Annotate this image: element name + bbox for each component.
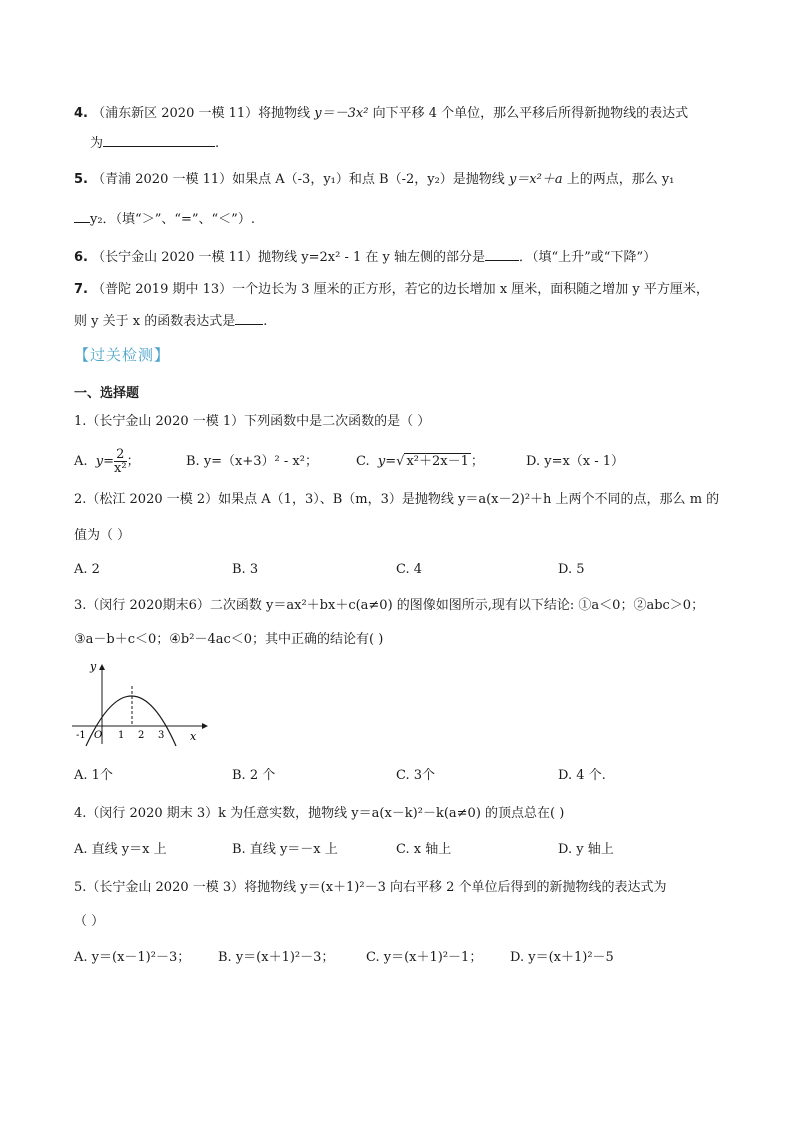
question-number: 5. <box>74 172 88 187</box>
choice-5-options <box>74 948 734 968</box>
option-b[interactable]: B. 2 个 <box>232 768 276 783</box>
option-d[interactable]: D. y=x（x - 1） <box>526 454 625 469</box>
question-text: （青浦 2020 一模 11）如果点 A（-3，y₁）和点 B（-2，y₂）是抛物线 <box>92 172 509 187</box>
question-text: 向下平移 4 个单位，那么平移后所得新抛物线的表达式 <box>372 106 689 121</box>
choice-2-options <box>74 560 734 580</box>
option-a[interactable]: A. y＝(x－1)²－3； <box>74 950 191 965</box>
fraction: $\frac{2}{\text{x²}}$ <box>114 447 127 476</box>
question-text: （浦东新区 2020 一模 11）将抛物线 <box>92 106 315 121</box>
sqrt-icon: √ <box>396 454 405 469</box>
question-text: y₂．（填“＞”、“=”、“＜”）. <box>90 212 255 227</box>
option-d[interactable]: D. 5 <box>558 562 585 577</box>
question-4-line-1 <box>74 104 688 124</box>
question-number: 6. <box>74 250 88 265</box>
choice-3-stem-line-2: ③a－b＋c＜0；④b²－4ac＜0；其中正确的结论有( ) <box>74 632 384 647</box>
answer-blank[interactable] <box>235 310 263 325</box>
choice-3-stem-line-1: 3.（闵行 2020期末6）二次函数 y＝ax²＋bx＋c(a≠0) 的图像如图所示,现有以下结论: ①a＜0；②abc＞0； <box>74 598 705 613</box>
option-c[interactable]: C. 4 <box>396 562 423 577</box>
option-a[interactable]: A. 1个 <box>74 768 113 783</box>
x-axis-label: x <box>190 730 197 743</box>
question-text: 上的两点，那么 y₁ <box>562 172 675 187</box>
answer-blank[interactable] <box>74 208 90 223</box>
option-b[interactable]: B. 3 <box>232 562 259 577</box>
option-c[interactable]: C. x 轴上 <box>396 842 452 857</box>
choice-1-options <box>74 444 734 480</box>
option-a[interactable]: A. 2 <box>74 562 100 577</box>
question-7-line-2 <box>74 310 267 332</box>
choice-4-stem: 4.（闵行 2020 期末 3）k 为任意实数，抛物线 y＝a(x－k)²－k(a≠0) 的顶点总在( ) <box>74 806 565 821</box>
sub-title: 一、选择题 <box>74 386 140 401</box>
answer-blank[interactable] <box>485 246 519 261</box>
option-a[interactable]: A. y= $\frac{2}{\text{x²}}$ ； <box>74 447 140 476</box>
question-5-line-1 <box>74 170 674 190</box>
question-4-line-2 <box>90 132 219 154</box>
option-d[interactable]: D. 4 个. <box>558 768 606 783</box>
question-text: （长宁金山 2020 一模 11）抛物线 y=2x² - 1 在 y 轴左侧的部分是 <box>92 250 486 265</box>
choice-1-stem: 1.（长宁金山 2020 一模 1）下列函数中是二次函数的是（ ） <box>74 414 431 429</box>
question-6-line-1 <box>74 246 656 268</box>
question-5-line-2 <box>74 208 255 230</box>
tick-label: 2 <box>138 730 145 741</box>
option-c[interactable]: C. y=√ x²＋2x－1 ； <box>356 454 484 469</box>
math-expression: y＝－3x² <box>314 106 373 121</box>
option-c[interactable]: C. 3个 <box>396 768 436 783</box>
option-b[interactable]: B. y＝(x＋1)²－3； <box>218 950 335 965</box>
option-b[interactable]: B. y=（x+3）² - x²； <box>186 454 318 469</box>
choice-3-options <box>74 766 734 786</box>
option-a[interactable]: A. 直线 y＝x 上 <box>74 842 167 857</box>
choice-5-stem-line-2: （ ） <box>74 914 105 929</box>
question-text: 为 <box>90 136 104 151</box>
tick-label: 3 <box>158 730 165 741</box>
tick-label: 1 <box>118 730 125 741</box>
question-7-line-1 <box>74 280 709 300</box>
y-axis-label: y <box>90 660 97 673</box>
choice-2-stem-line-1: 2.（松江 2020 一模 2）如果点 A（1，3）、B（m，3）是抛物线 y＝a(x－2)²＋h 上两个不同的点，那么 m 的 <box>74 492 720 507</box>
option-d[interactable]: D. y 轴上 <box>558 842 614 857</box>
question-number: 4. <box>74 106 88 121</box>
origin-label: O <box>94 730 103 741</box>
choice-4-options <box>74 840 734 860</box>
option-b[interactable]: B. 直线 y＝－x 上 <box>232 842 338 857</box>
parabola-graph <box>72 656 212 748</box>
question-text: 则 y 关于 x 的函数表达式是 <box>74 314 236 329</box>
y-axis-arrow-icon <box>99 664 105 670</box>
question-number: 7. <box>74 282 88 297</box>
math-expression: y＝x²＋a <box>508 172 563 187</box>
choice-2-stem-line-2: 值为（ ） <box>74 528 131 543</box>
option-d[interactable]: D. y＝(x＋1)²－5 <box>510 950 614 965</box>
option-c[interactable]: C. y＝(x＋1)²－1； <box>366 950 483 965</box>
question-text: （普陀 2019 期中 13）一个边长为 3 厘米的正方形，若它的边长增加 x 厘米，面积随之增加 y 平方厘米， <box>92 282 709 297</box>
x-axis-arrow-icon <box>202 723 208 729</box>
tick-label: -1 <box>76 730 86 741</box>
question-text: . <box>215 136 220 151</box>
section-title: 【过关检测】 <box>74 346 171 364</box>
question-text: . <box>263 314 268 329</box>
choice-5-stem-line-1: 5.（长宁金山 2020 一模 3）将抛物线 y＝(x＋1)²－3 向右平移 2 个单位后得到的新抛物线的表达式为 <box>74 880 667 895</box>
answer-blank[interactable] <box>103 132 215 147</box>
question-text: ．（填“上升”或“下降”） <box>519 250 657 265</box>
